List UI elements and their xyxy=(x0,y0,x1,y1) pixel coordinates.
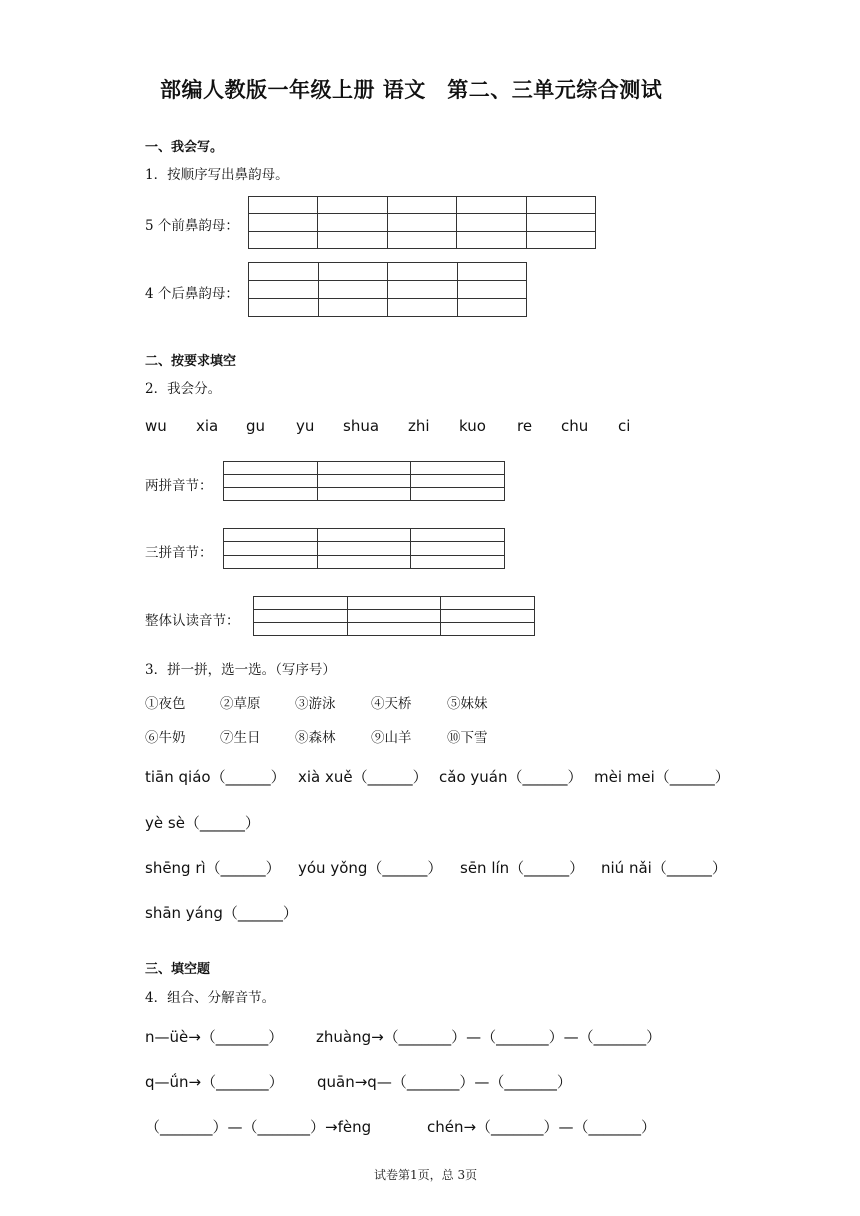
pinyin-blank[interactable]: xià xuě（______） xyxy=(298,768,428,786)
syllable: gu xyxy=(246,417,266,435)
syllable: wu xyxy=(145,417,167,435)
back-nasal-label: 4 个后鼻韵母： xyxy=(145,286,239,302)
pinyin-blank[interactable]: shēng rì（______） xyxy=(145,859,281,877)
syllable-blank[interactable]: （_______）—（_______）→fèng xyxy=(145,1118,372,1136)
syllable: kuo xyxy=(459,417,486,435)
pinyin-blank[interactable]: yè sè（______） xyxy=(145,814,260,832)
front-nasal-grid[interactable] xyxy=(248,196,596,249)
page-title: 部编人教版一年级上册 语文 第二、三单元综合测试 xyxy=(160,78,663,102)
pinyin-blank[interactable]: niú nǎi（______） xyxy=(601,859,727,877)
option-item: ⑩下雪 xyxy=(447,730,488,746)
syllable-blank[interactable]: chén→（_______）—（_______） xyxy=(427,1118,657,1136)
two-spell-label: 两拼音节： xyxy=(145,478,213,494)
pinyin-blank[interactable]: sēn lín（______） xyxy=(460,859,585,877)
option-item: ③游泳 xyxy=(295,696,336,712)
option-item: ①夜色 xyxy=(145,696,186,712)
question-3: 3．拼一拼，选一选。（写序号） xyxy=(145,662,336,678)
pinyin-blank[interactable]: cǎo yuán（______） xyxy=(439,768,583,786)
syllable-blank[interactable]: n—üè→（_______） xyxy=(145,1028,284,1046)
syllable: zhi xyxy=(408,417,430,435)
question-2: 2．我会分。 xyxy=(145,381,222,397)
whole-read-grid[interactable] xyxy=(253,596,535,636)
three-spell-label: 三拼音节： xyxy=(145,545,213,561)
two-spell-grid[interactable] xyxy=(223,461,505,501)
pinyin-blank[interactable]: shān yáng（______） xyxy=(145,904,298,922)
pinyin-blank[interactable]: mèi mei（______） xyxy=(594,768,730,786)
option-item: ④天桥 xyxy=(371,696,412,712)
question-1: 1．按顺序写出鼻韵母。 xyxy=(145,167,289,183)
syllable-blank[interactable]: quān→q—（_______）—（_______） xyxy=(317,1073,572,1091)
section-heading-1: 一、我会写。 xyxy=(145,140,224,155)
whole-read-label: 整体认读音节： xyxy=(145,613,240,629)
syllable: xia xyxy=(196,417,219,435)
three-spell-grid[interactable] xyxy=(223,528,505,569)
syllable: re xyxy=(517,417,533,435)
front-nasal-label: 5 个前鼻韵母： xyxy=(145,218,239,234)
syllable: shua xyxy=(343,417,380,435)
option-item: ⑨山羊 xyxy=(371,730,412,746)
section-heading-3: 三、填空题 xyxy=(145,962,211,977)
option-item: ⑤妹妹 xyxy=(447,696,488,712)
section-heading-2: 二、按要求填空 xyxy=(145,354,237,369)
pinyin-blank[interactable]: tiān qiáo（______） xyxy=(145,768,286,786)
option-item: ②草原 xyxy=(220,696,261,712)
back-nasal-grid[interactable] xyxy=(248,262,527,317)
syllable: chu xyxy=(561,417,589,435)
option-item: ⑥牛奶 xyxy=(145,730,186,746)
syllable-blank[interactable]: zhuàng→（_______）—（_______）—（_______） xyxy=(316,1028,662,1046)
syllable: yu xyxy=(296,417,315,435)
pinyin-blank[interactable]: yóu yǒng（______） xyxy=(298,859,443,877)
option-item: ⑦生日 xyxy=(220,730,261,746)
syllable-blank[interactable]: q—ǘn→（_______） xyxy=(145,1073,284,1091)
syllable: ci xyxy=(618,417,631,435)
question-4: 4．组合、分解音节。 xyxy=(145,990,276,1006)
option-item: ⑧森林 xyxy=(295,730,336,746)
page-footer: 试卷第1页，总 3页 xyxy=(374,1168,478,1182)
